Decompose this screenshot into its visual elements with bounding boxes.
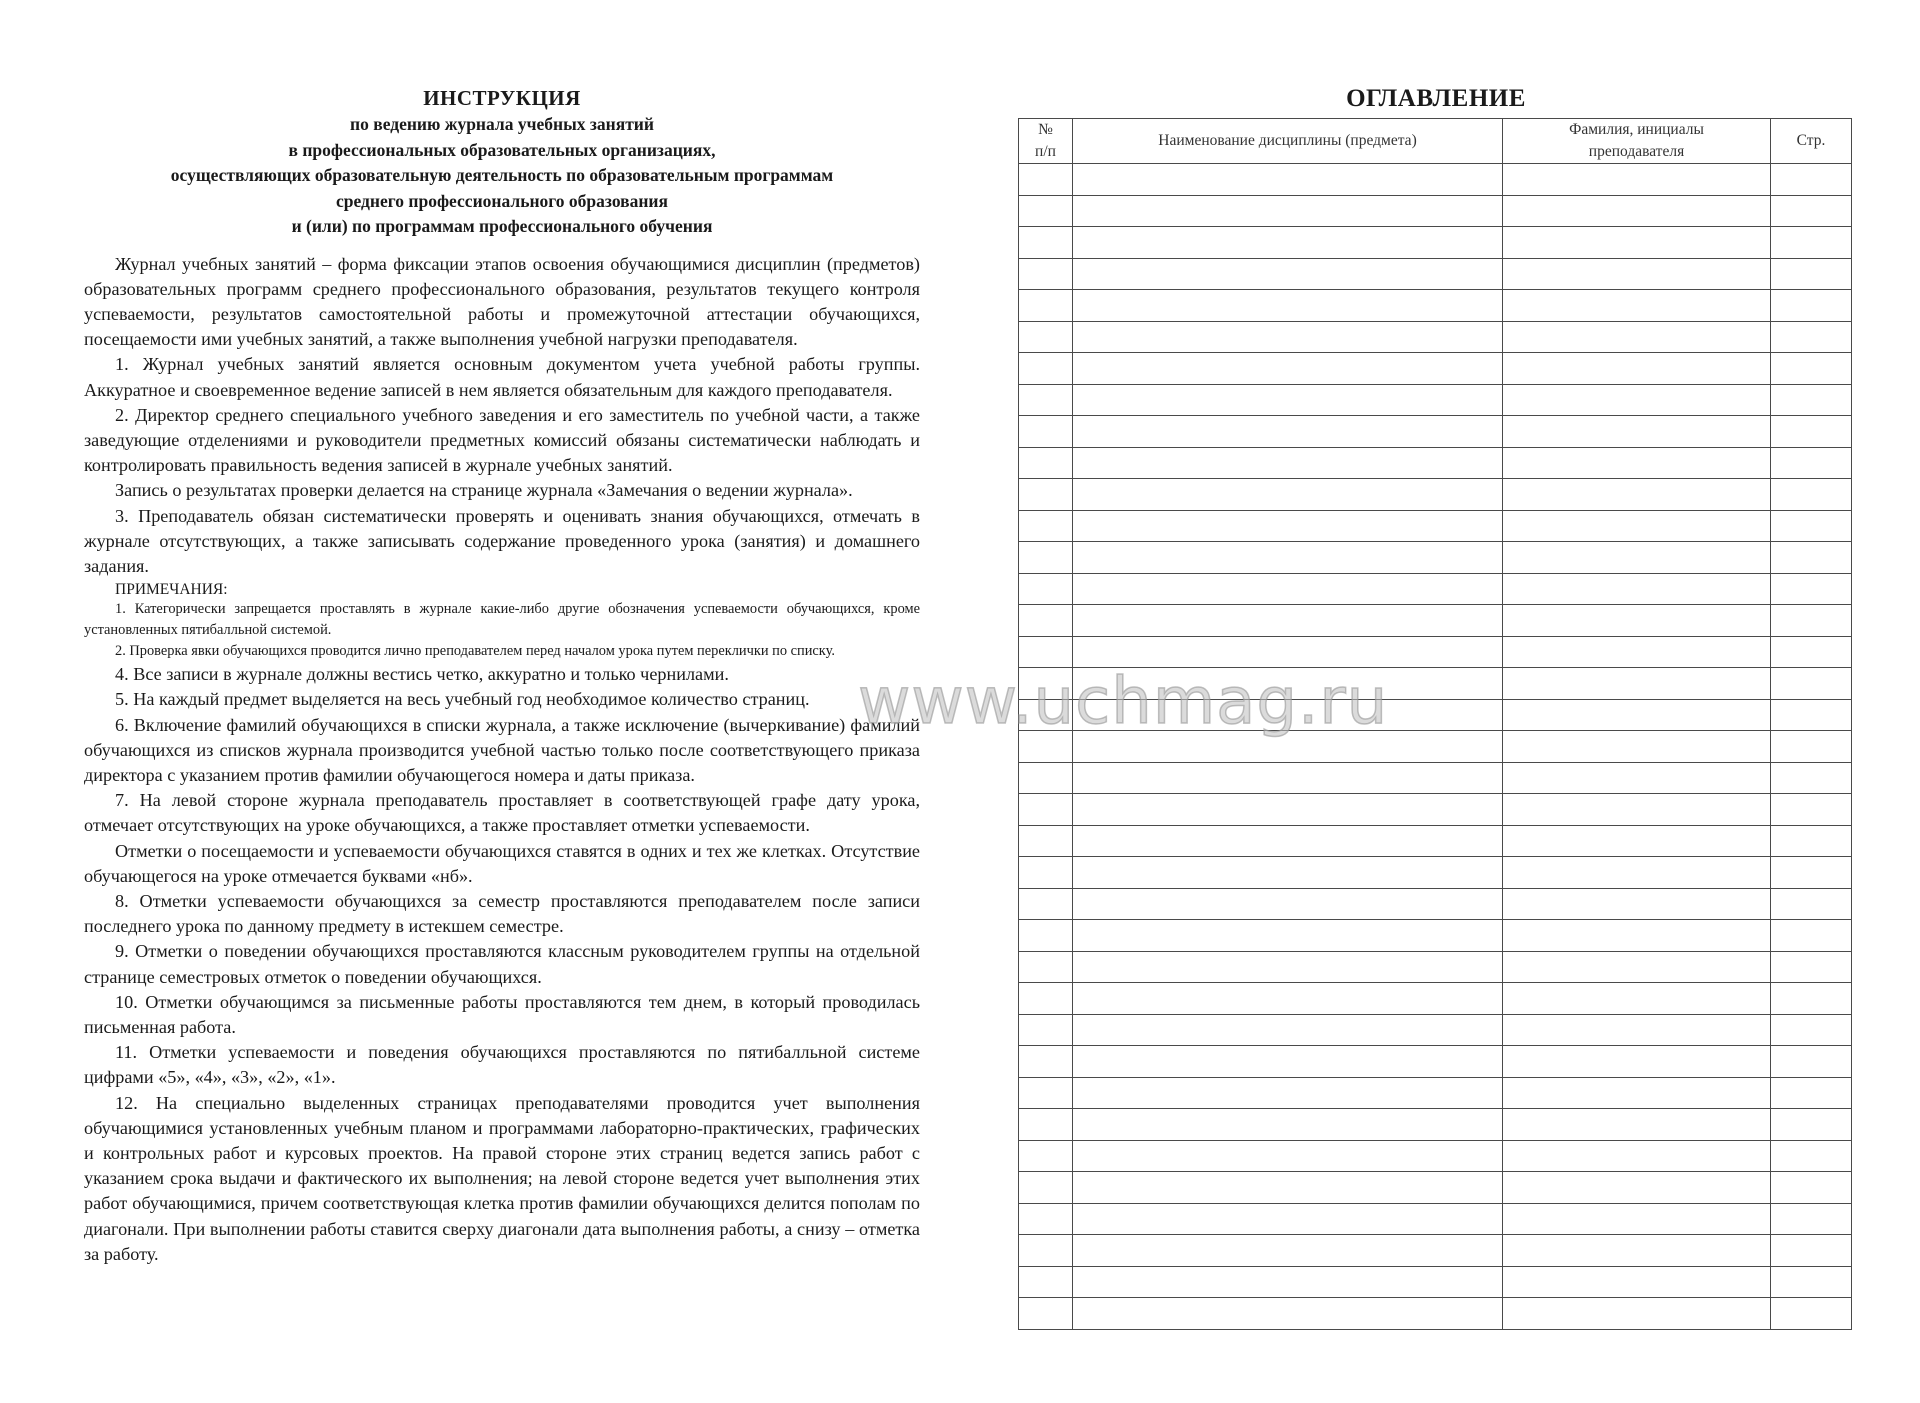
- instruction-paragraph: 3. Преподаватель обязан систематически проверять и оценивать знания обучающихся, отмечать в журнале отсутствующих, а также записывать содержание проведенного урока (занятия) и домашнего задания.: [84, 505, 920, 576]
- toc-cell: [1073, 605, 1503, 637]
- toc-cell: [1019, 1203, 1073, 1235]
- toc-cell: [1771, 951, 1852, 983]
- toc-cell: [1019, 857, 1073, 889]
- toc-cell: [1019, 447, 1073, 479]
- toc-cell: [1771, 1140, 1852, 1172]
- toc-row: [1019, 762, 1852, 794]
- toc-cell: [1771, 542, 1852, 574]
- instruction-paragraph: 5. На каждый предмет выделяется на весь учебный год необходимое количество страниц.: [115, 689, 810, 710]
- toc-row: [1019, 321, 1852, 353]
- toc-cell: [1073, 1298, 1503, 1330]
- toc-row: [1019, 1235, 1852, 1267]
- instruction-subtitle-line: по ведению журнала учебных занятий: [350, 114, 654, 134]
- instruction-paragraph: 7. На левой стороне журнала преподаватель проставляет в соответствующей графе дату урока, отмечает отсутствующих на уроке обучающихся, а также проставляет отметки успеваемости.: [84, 790, 920, 836]
- toc-cell: [1073, 573, 1503, 605]
- toc-row: [1019, 1109, 1852, 1141]
- toc-cell: [1073, 384, 1503, 416]
- toc-cell: [1503, 1014, 1771, 1046]
- toc-cell: [1073, 1235, 1503, 1267]
- toc-cell: [1019, 1046, 1073, 1078]
- toc-col-teacher-line: преподавателя: [1588, 143, 1685, 160]
- toc-cell: [1503, 479, 1771, 511]
- toc-row: [1019, 353, 1852, 385]
- toc-cell: [1771, 1203, 1852, 1235]
- toc-row: [1019, 542, 1852, 574]
- toc-cell: [1019, 510, 1073, 542]
- toc-cell: [1503, 668, 1771, 700]
- toc-cell: [1503, 605, 1771, 637]
- toc-cell: [1771, 573, 1852, 605]
- toc-row: [1019, 195, 1852, 227]
- toc-row: [1019, 290, 1852, 322]
- toc-cell: [1503, 353, 1771, 385]
- instruction-paragraph: 1. Журнал учебных занятий является основным документом учета учебной работы группы. Аккуратное и своевременное ведение записей в нем является обязательным для каждого преподавателя.: [84, 354, 920, 400]
- toc-cell: [1019, 920, 1073, 952]
- toc-cell: [1771, 447, 1852, 479]
- toc-cell: [1503, 542, 1771, 574]
- toc-row: [1019, 1046, 1852, 1078]
- instruction-paragraph: Журнал учебных занятий – форма фиксации этапов освоения обучающимися дисциплин (предметов) образовательных программ среднего профессионального образования, результатов текущего контроля успеваемости, результатов самостоятельной работы и промежуточной аттестации обучающихся, посещаемости ими учебных занятий, а также выполнения учебной нагрузки преподавателя.: [84, 253, 920, 350]
- toc-row: [1019, 1140, 1852, 1172]
- toc-cell: [1019, 825, 1073, 857]
- toc-cell: [1019, 384, 1073, 416]
- instruction-page: [84, 84, 920, 1384]
- toc-cell: [1019, 321, 1073, 353]
- toc-col-number: [1019, 119, 1073, 164]
- toc-row: [1019, 510, 1852, 542]
- toc-row: [1019, 794, 1852, 826]
- toc-cell: [1073, 510, 1503, 542]
- toc-cell: [1503, 920, 1771, 952]
- toc-cell: [1073, 1203, 1503, 1235]
- toc-cell: [1771, 195, 1852, 227]
- toc-cell: [1503, 573, 1771, 605]
- toc-cell: [1771, 1109, 1852, 1141]
- toc-row: [1019, 447, 1852, 479]
- toc-row: [1019, 1014, 1852, 1046]
- toc-row: [1019, 951, 1852, 983]
- toc-cell: [1019, 290, 1073, 322]
- toc-cell: [1019, 1172, 1073, 1204]
- toc-cell: [1019, 794, 1073, 826]
- toc-row: [1019, 164, 1852, 196]
- toc-col-number-line: п/п: [1035, 143, 1056, 160]
- toc-row: [1019, 1077, 1852, 1109]
- toc-cell: [1019, 1077, 1073, 1109]
- toc-cell: [1019, 416, 1073, 448]
- toc-cell: [1771, 321, 1852, 353]
- toc-cell: [1019, 951, 1073, 983]
- toc-cell: [1019, 1140, 1073, 1172]
- note-item: 2. Проверка явки обучающихся проводится лично преподавателем перед началом урока путем переклички по списку.: [115, 643, 835, 660]
- toc-cell: [1019, 227, 1073, 259]
- toc-cell: [1771, 668, 1852, 700]
- toc-col-teacher-line: Фамилия, инициалы: [1569, 121, 1704, 138]
- toc-cell: [1771, 699, 1852, 731]
- toc-cell: [1771, 510, 1852, 542]
- toc-cell: [1771, 605, 1852, 637]
- toc-cell: [1073, 290, 1503, 322]
- toc-cell: [1073, 951, 1503, 983]
- toc-row: [1019, 227, 1852, 259]
- toc-cell: [1771, 353, 1852, 385]
- toc-cell: [1073, 1266, 1503, 1298]
- toc-cell: [1073, 321, 1503, 353]
- toc-cell: [1019, 164, 1073, 196]
- toc-row: [1019, 384, 1852, 416]
- toc-row: [1019, 573, 1852, 605]
- toc-cell: [1503, 1266, 1771, 1298]
- toc-cell: [1503, 636, 1771, 668]
- toc-cell: [1503, 1140, 1771, 1172]
- toc-row: [1019, 920, 1852, 952]
- toc-cell: [1503, 1046, 1771, 1078]
- toc-col-number-line: №: [1038, 121, 1053, 138]
- toc-cell: [1771, 888, 1852, 920]
- toc-row: [1019, 416, 1852, 448]
- toc-cell: [1771, 731, 1852, 763]
- toc-row: [1019, 1172, 1852, 1204]
- instruction-subtitle-line: в профессиональных образовательных организациях,: [288, 139, 716, 160]
- toc-row: [1019, 479, 1852, 511]
- toc-cell: [1771, 1298, 1852, 1330]
- toc-cell: [1771, 416, 1852, 448]
- toc-table-body: [1019, 164, 1852, 1330]
- toc-cell: [1503, 825, 1771, 857]
- toc-cell: [1019, 1109, 1073, 1141]
- toc-cell: [1771, 1046, 1852, 1078]
- toc-cell: [1771, 1235, 1852, 1267]
- instruction-paragraph: 4. Все записи в журнале должны вестись четко, аккуратно и только чернилами.: [115, 664, 729, 685]
- toc-col-teacher: [1503, 119, 1771, 164]
- toc-cell: [1771, 1172, 1852, 1204]
- toc-cell: [1503, 857, 1771, 889]
- toc-row: [1019, 1298, 1852, 1330]
- toc-row: [1019, 1266, 1852, 1298]
- toc-col-discipline: [1073, 119, 1503, 164]
- toc-col-page-line: Стр.: [1796, 132, 1826, 149]
- toc-cell: [1771, 290, 1852, 322]
- toc-cell: [1503, 258, 1771, 290]
- toc-cell: [1073, 1077, 1503, 1109]
- toc-col-discipline-line: Наименование дисциплины (предмета): [1158, 132, 1417, 149]
- toc-cell: [1503, 510, 1771, 542]
- instruction-paragraph: 11. Отметки успеваемости и поведения обучающихся проставляются по пятибалльной системе цифрами «5», «4», «3», «2», «1».: [84, 1042, 920, 1088]
- toc-cell: [1771, 1077, 1852, 1109]
- toc-cell: [1073, 164, 1503, 196]
- toc-header-row: [1019, 119, 1852, 164]
- toc-cell: [1771, 920, 1852, 952]
- toc-cell: [1503, 731, 1771, 763]
- toc-cell: [1073, 888, 1503, 920]
- toc-cell: [1019, 353, 1073, 385]
- toc-cell: [1771, 825, 1852, 857]
- toc-cell: [1771, 983, 1852, 1015]
- notes-heading: ПРИМЕЧАНИЯ:: [115, 581, 228, 599]
- instruction-paragraph: 10. Отметки обучающимся за письменные работы проставляются тем днем, в который проводилась письменная работа.: [84, 991, 920, 1037]
- toc-cell: [1503, 1203, 1771, 1235]
- toc-cell: [1503, 1172, 1771, 1204]
- instruction-title: ИНСТРУКЦИЯ: [423, 86, 581, 110]
- toc-cell: [1019, 195, 1073, 227]
- toc-row: [1019, 825, 1852, 857]
- toc-cell: [1019, 1298, 1073, 1330]
- toc-cell: [1771, 384, 1852, 416]
- toc-cell: [1073, 479, 1503, 511]
- toc-cell: [1073, 825, 1503, 857]
- toc-cell: [1503, 951, 1771, 983]
- toc-cell: [1073, 983, 1503, 1015]
- instruction-subtitle-line: и (или) по программам профессионального обучения: [291, 216, 713, 236]
- toc-cell: [1019, 1014, 1073, 1046]
- toc-cell: [1019, 762, 1073, 794]
- toc-cell: [1503, 164, 1771, 196]
- toc-cell: [1073, 542, 1503, 574]
- toc-cell: [1073, 857, 1503, 889]
- toc-cell: [1073, 353, 1503, 385]
- toc-cell: [1503, 1109, 1771, 1141]
- instruction-subtitle-line: среднего профессионального образования: [336, 190, 668, 211]
- toc-cell: [1073, 1140, 1503, 1172]
- toc-cell: [1019, 542, 1073, 574]
- toc-cell: [1073, 258, 1503, 290]
- instruction-paragraph: Отметки о посещаемости и успеваемости обучающихся ставятся в одних и тех же клетках. Отсутствие обучающегося на уроке отмечается буквами «нб».: [84, 840, 920, 886]
- toc-row: [1019, 258, 1852, 290]
- toc-row: [1019, 857, 1852, 889]
- toc-cell: [1073, 1014, 1503, 1046]
- toc-title: ОГЛАВЛЕНИЕ: [1346, 85, 1526, 112]
- toc-cell: [1771, 636, 1852, 668]
- toc-cell: [1503, 1235, 1771, 1267]
- toc-row: [1019, 1203, 1852, 1235]
- toc-cell: [1019, 983, 1073, 1015]
- toc-cell: [1771, 258, 1852, 290]
- toc-cell: [1503, 384, 1771, 416]
- instruction-subtitle-line: осуществляющих образовательную деятельность по образовательным программам: [170, 165, 834, 185]
- toc-row: [1019, 605, 1852, 637]
- toc-cell: [1503, 227, 1771, 259]
- toc-cell: [1019, 258, 1073, 290]
- instruction-paragraph: 9. Отметки о поведении обучающихся проставляются классным руководителем группы на отдельной странице семестровых отметок о поведении обучающихся.: [84, 941, 920, 987]
- toc-cell: [1073, 1109, 1503, 1141]
- toc-cell: [1503, 762, 1771, 794]
- toc-cell: [1019, 1235, 1073, 1267]
- toc-cell: [1771, 479, 1852, 511]
- toc-row: [1019, 983, 1852, 1015]
- toc-cell: [1019, 888, 1073, 920]
- instruction-paragraph: 2. Директор среднего специального учебного заведения и его заместитель по учебной части, а также заведующие отделениями и руководители предметных комиссий обязаны систематически наблюдать и контролировать правильность ведения записей в журнале учебных занятий.: [84, 404, 920, 476]
- toc-row: [1019, 888, 1852, 920]
- watermark: www.uchmag.ru: [858, 665, 1389, 739]
- instruction-paragraph: 12. На специально выделенных страницах преподавателями проводится учет выполнения обучающимися установленных учебным планом и программами лабораторно-практических, графических и контрольных работ и курсовых проектов. На правой стороне этих страниц ведется запись работ с указанием срока выдачи и фактического их выполнения; на левой стороне ведется учет выполнения этих работ обучающимися, причем соответствующая клетка против фамилии обучающихся делится пополам по диагонали. При выполнении работы ставится сверху диагонали дата выполнения работы, а снизу – отметка за работу.: [84, 1092, 920, 1264]
- toc-cell: [1503, 699, 1771, 731]
- toc-cell: [1073, 416, 1503, 448]
- toc-cell: [1771, 762, 1852, 794]
- toc-cell: [1503, 321, 1771, 353]
- instruction-paragraph: 6. Включение фамилий обучающихся в списки журнала, а также исключение (вычеркивание) фамилий обучающихся из списков журнала производится учебной частью только после соответствующего приказа директора с указанием против фамилии обучающегося номера и даты приказа.: [84, 714, 920, 785]
- instruction-body: [84, 252, 920, 1268]
- toc-cell: [1073, 1172, 1503, 1204]
- toc-cell: [1771, 794, 1852, 826]
- toc-cell: [1073, 195, 1503, 227]
- toc-cell: [1073, 227, 1503, 259]
- toc-cell: [1503, 447, 1771, 479]
- toc-cell: [1771, 227, 1852, 259]
- toc-cell: [1019, 605, 1073, 637]
- toc-cell: [1073, 1046, 1503, 1078]
- instruction-title-block: [84, 84, 920, 240]
- toc-cell: [1771, 857, 1852, 889]
- toc-cell: [1503, 290, 1771, 322]
- toc-cell: [1503, 195, 1771, 227]
- toc-cell: [1503, 416, 1771, 448]
- toc-cell: [1503, 983, 1771, 1015]
- toc-cell: [1019, 1266, 1073, 1298]
- toc-cell: [1503, 1298, 1771, 1330]
- toc-cell: [1503, 794, 1771, 826]
- toc-cell: [1019, 573, 1073, 605]
- toc-cell: [1073, 920, 1503, 952]
- instruction-paragraph: 8. Отметки успеваемости обучающихся за семестр проставляются преподавателем после записи последнего урока по данному предмету в истекшем семестре.: [84, 890, 920, 937]
- toc-cell: [1073, 762, 1503, 794]
- toc-cell: [1503, 888, 1771, 920]
- toc-cell: [1073, 447, 1503, 479]
- toc-cell: [1771, 1014, 1852, 1046]
- instruction-paragraph: Запись о результатах проверки делается на странице журнала «Замечания о ведении журнала».: [115, 480, 853, 501]
- toc-cell: [1771, 1266, 1852, 1298]
- toc-cell: [1771, 164, 1852, 196]
- note-item: 1. Категорически запрещается проставлять в журнале какие-либо другие обозначения успеваемости обучающихся, кроме установленных пятибалльной системой.: [84, 601, 920, 639]
- toc-col-page: [1771, 119, 1852, 164]
- toc-cell: [1019, 479, 1073, 511]
- toc-cell: [1073, 794, 1503, 826]
- toc-cell: [1503, 1077, 1771, 1109]
